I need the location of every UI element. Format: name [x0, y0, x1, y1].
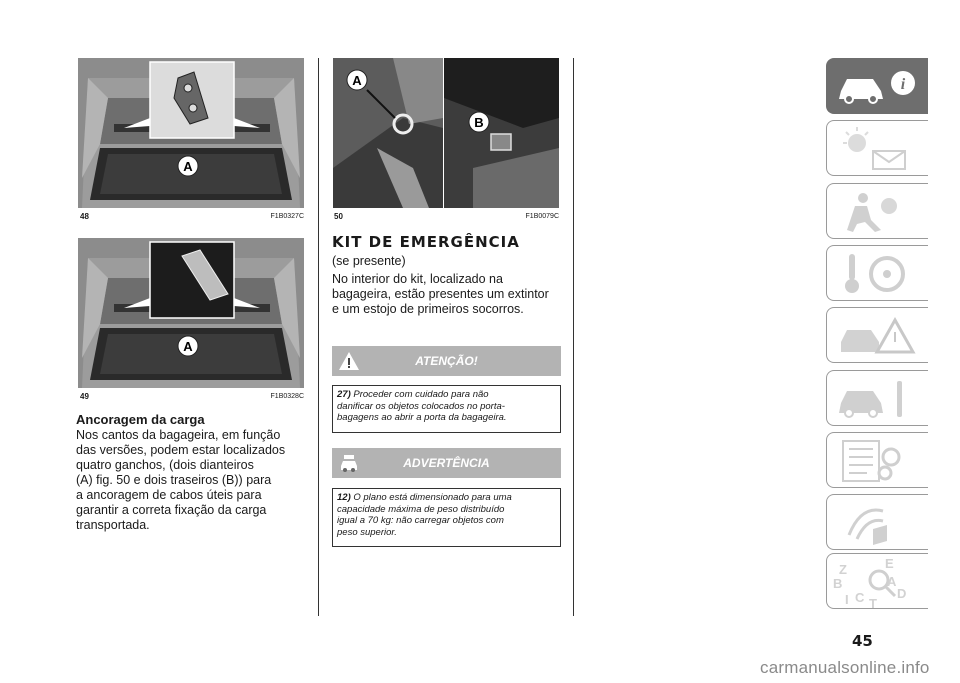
kit-body	[332, 272, 567, 317]
index-letter: D	[897, 586, 907, 601]
warning-line	[337, 389, 556, 401]
dashboard-lights-icon	[827, 121, 929, 177]
column-divider	[573, 58, 574, 616]
anchorage-line: transportada.	[76, 518, 150, 532]
sidebar-tab-safety[interactable]	[826, 183, 928, 239]
warning-banner	[332, 346, 561, 376]
kit-heading: KIT DE EMERGÊNCIA	[332, 233, 520, 251]
caution-banner	[332, 448, 561, 478]
figure-50-number: 50	[334, 212, 343, 221]
caution-line: igual a 70 kg: não carregar objetos com	[337, 515, 504, 526]
anchorage-line: quatro ganchos, (dois dianteiros	[76, 458, 254, 472]
index-letter: I	[845, 592, 849, 607]
index-letter: A	[887, 574, 897, 589]
sidebar-tab-multimedia[interactable]	[826, 494, 928, 550]
caution-text-box	[332, 488, 561, 547]
index-letter: T	[869, 596, 877, 610]
anchorage-line: (A) fig. 50 e dois traseiros (B)) para	[76, 473, 272, 487]
figure-50-image	[333, 58, 559, 208]
sidebar-tab-maintenance[interactable]	[826, 370, 928, 426]
steering-key-icon	[827, 246, 929, 302]
anchorage-line: a ancoragem de cabos úteis para	[76, 488, 262, 502]
index-icon	[827, 554, 929, 610]
index-letter: Z	[839, 562, 847, 577]
figure-48-number: 48	[80, 212, 89, 221]
technical-data-icon	[827, 433, 929, 489]
figure-49-number: 49	[80, 392, 89, 401]
multimedia-icon	[827, 495, 929, 551]
caution-label: ADVERTÊNCIA	[403, 456, 490, 470]
sidebar-tab-car-info[interactable]	[826, 58, 928, 114]
sidebar-tab-dashboard-lights[interactable]	[826, 120, 928, 176]
watermark-text: carmanualsonline.info	[760, 658, 930, 677]
figure-50-code: F1B0079C	[525, 213, 559, 220]
figure-50-callout-a: A	[352, 73, 362, 88]
emergency-car-icon	[827, 308, 929, 364]
anchorage-line: das versões, podem estar localizados	[76, 443, 286, 457]
warning-label: ATENÇÃO!	[415, 354, 478, 368]
warning-number: 27)	[337, 389, 351, 400]
caution-line: peso superior.	[337, 526, 397, 538]
kit-line: No interior do kit, localizado na	[332, 272, 503, 286]
car-info-icon	[827, 59, 929, 115]
anchorage-body	[76, 428, 316, 533]
kit-line: bagageira, estão presentes um extintor	[332, 287, 549, 301]
index-letter: B	[833, 576, 843, 591]
figure-48-callout-a: A	[183, 159, 193, 174]
warning-line: bagagens ao abrir a porta da bagageira.	[337, 412, 507, 423]
figure-49-code: F1B0328C	[270, 393, 304, 400]
kit-subtitle: (se presente)	[332, 254, 406, 268]
figure-50-callout-b: B	[474, 115, 484, 130]
safety-airbag-icon	[827, 184, 929, 240]
warning-line: danificar os objetos colocados no porta-	[337, 400, 505, 412]
kit-line: e um estojo de primeiros socorros.	[332, 302, 524, 316]
figure-48-image	[78, 58, 304, 208]
caution-line-text: O plano está dimensionado para uma	[353, 492, 512, 503]
warning-text-box	[332, 385, 561, 433]
figure-48-code: F1B0327C	[270, 213, 304, 220]
sidebar-tab-starting-driving[interactable]	[826, 245, 928, 301]
svg-text:i: i	[900, 76, 906, 93]
sidebar-tab-index[interactable]	[826, 553, 928, 609]
caution-line	[337, 492, 556, 504]
index-letter: E	[885, 556, 894, 571]
column-divider	[318, 58, 319, 616]
warning-line-text: Proceder com cuidado para não	[353, 389, 489, 400]
page-number: 45	[852, 632, 873, 650]
figure-49-callout-a: A	[183, 339, 193, 354]
anchorage-line: garantir a correta fixação da carga	[76, 503, 267, 517]
maintenance-icon	[827, 371, 929, 427]
sidebar-tab-emergency[interactable]	[826, 307, 928, 363]
sidebar-tab-technical-data[interactable]	[826, 432, 928, 488]
index-letter: C	[855, 590, 865, 605]
figure-49-image	[78, 238, 304, 388]
anchorage-heading: Ancoragem da carga	[76, 412, 205, 427]
caution-number: 12)	[337, 492, 351, 503]
anchorage-line: Nos cantos da bagageira, em função	[76, 428, 281, 442]
caution-line: capacidade máxima de peso distribuído	[337, 503, 505, 515]
